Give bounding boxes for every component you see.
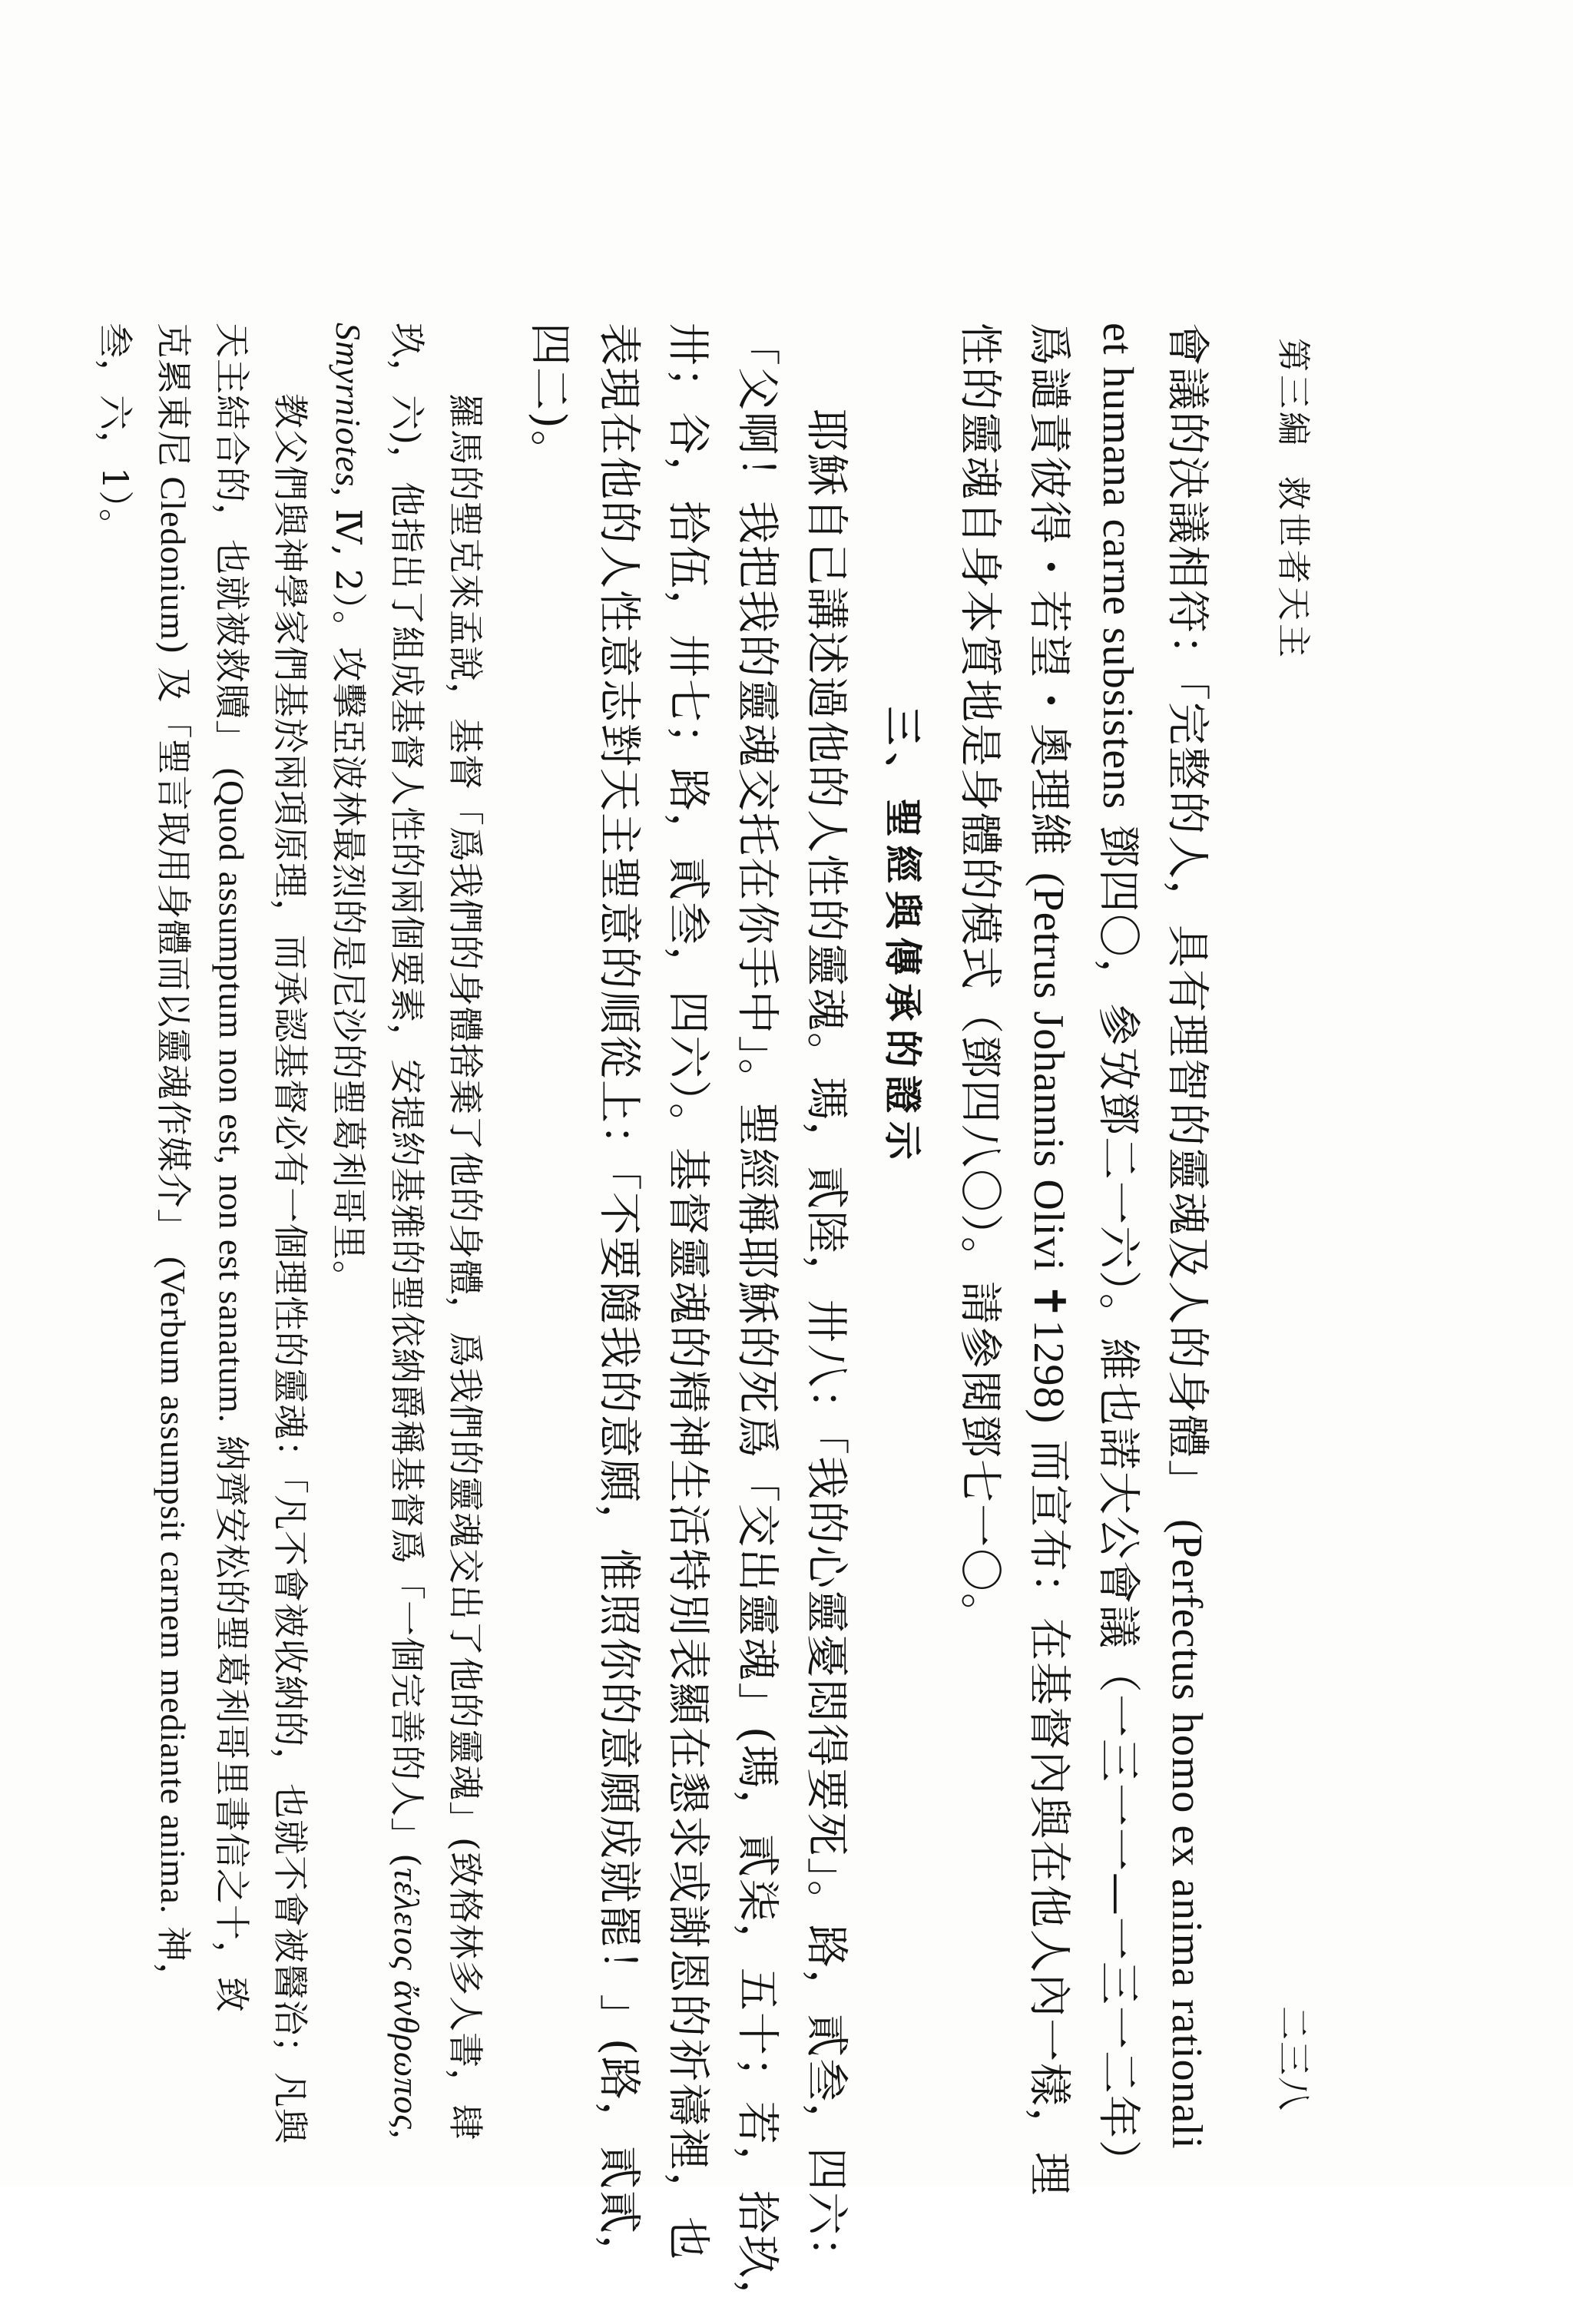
small-text-line: 羅馬的聖克來孟說，基督「爲我們的身體捨棄了他的身體，爲我們的靈魂交出了他的靈魂」(致格林多人書，肆 bbox=[445, 393, 486, 2140]
text-line: 卅；谷，拾伍，卅七；路，貳叁，四六）。基督靈魂的精神生活特別表顯在懇求或謝恩的祈禱裡，也 bbox=[663, 323, 713, 2261]
header-part: 第三編 bbox=[1273, 338, 1313, 449]
running-header bbox=[1267, 323, 1321, 2127]
text-line: et humana carne subsistens 鄧四〇，參攷鄧二一六）。維也諾大公會議（一三一一—一三一二年） bbox=[1093, 323, 1143, 2184]
small-text-line: 克累東尼 Cledonium) 及「聖言取用身體而以靈魂作媒介」 (Verbum assumpsit carnem mediante anima. 神， bbox=[153, 323, 194, 1999]
text-line: 表現在他的人性意志對天主聖意的順從上：「不要隨我的意願，惟照你的意願成就罷！」(路，貳貳， bbox=[594, 323, 644, 2279]
rotated-text-block bbox=[94, 323, 1321, 2324]
text-line: 會議的決議相符：「完整的人，具有理智的靈魂及人的身體」 (Perfectus homo ex anima rationali bbox=[1162, 323, 1212, 2150]
small-text-line: 叁，六，1）。 bbox=[94, 323, 136, 545]
text-line: 四二)。 bbox=[525, 323, 575, 475]
small-text-line: 玖，六)，他指出了組成基督人性的兩個要素，安提約基雅的聖依納爵稱基督爲「一個完善的人」(τέλειος ἄνθρωπος, bbox=[386, 323, 428, 2140]
small-text-line: Smyrniotes, Ⅳ, 2）。攻擊亞波林最烈的是尼沙的聖葛利哥里。 bbox=[328, 323, 369, 1297]
small-text-line: 天主結合的，也就被救贖」 (Quod assumptum non est, non est sanatum. 納齊安松的聖葛利哥里書信之十，致 bbox=[211, 323, 253, 2013]
header-left bbox=[1272, 338, 1321, 660]
small-text-line: 教父們與神學家們基於兩項原理，而承認基督必有一個理性的靈魂：「凡不會被收納的，也就不會被醫治；凡與 bbox=[270, 393, 311, 2144]
text-line: 性的靈魂自身本質地是身體的模式（鄧四八〇）。請參閱鄧七一〇。 bbox=[955, 323, 1005, 1637]
text-line: 耶穌自己講述過他的人性的靈魂。瑪，貳陸，卅八：「我的心靈憂悶得要死」。路，貳叁，四六： bbox=[801, 409, 851, 2281]
text-line: 「父啊！我把我的靈魂交托在你手中」。聖經稱耶穌的死爲「交出靈魂」(瑪，貳柒，五十；若，拾玖， bbox=[732, 323, 782, 2324]
section-heading: 三、聖經與傳承的證示 bbox=[880, 707, 926, 1167]
header-title: 救世者天主 bbox=[1273, 476, 1313, 660]
text-line: 爲譴責彼得・若望・奧理維 (Petrus Johannis Olivi ✝1298) 而宣布：在基督內與在他人內一樣，理 bbox=[1024, 323, 1074, 2197]
page-number: 二三八 bbox=[1273, 2006, 1313, 2112]
page-body bbox=[86, 323, 1221, 2324]
